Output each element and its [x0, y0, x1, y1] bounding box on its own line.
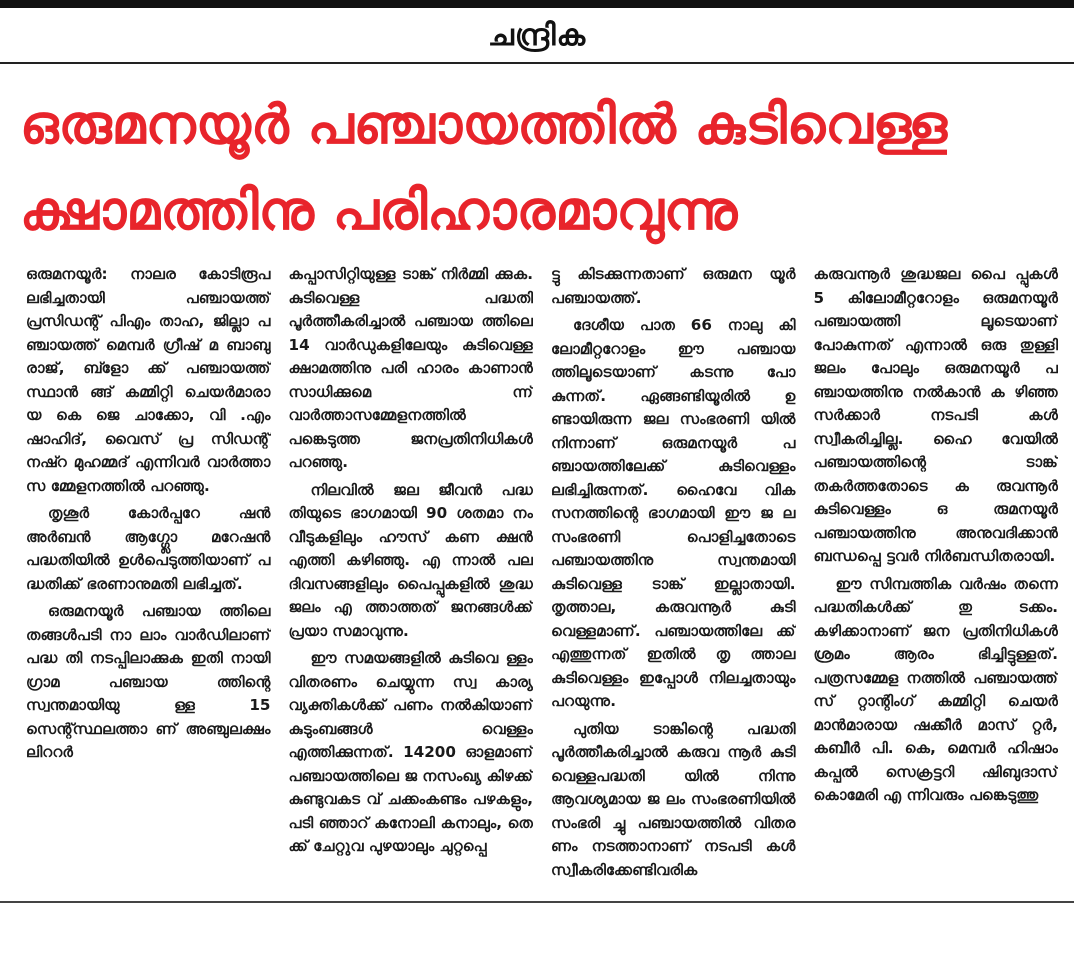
paragraph: ട്ടു കിടക്കുന്നതാണ് ഒരുമന യൂർ പഞ്ചായത്ത്.: [551, 265, 796, 307]
paragraph: തൃശൂർ കോർപ്പറേ ഷൻ അർബൻ ആഗ്ഗ്ലോ മറേഷൻ പദ്ധതിയിൽ ഉൾപെടുത്തിയാണ് പ ദ്ധതിക്ക് ഭരണാനുമതി ലഭിച്ചത്.: [26, 504, 271, 593]
paragraph: ഒരുമനയൂർ പഞ്ചായ ത്തിലെ തങ്ങൾപടി നാ ലാം വാർഡിലാണ് പദ്ധ തി നടപ്പിലാക്കുക ഇതി നായി ഗ്രാമ പഞ്ചായ ത്തിന്റെ സ്വന്തമായിയു ള്ള 15 സെന്റ്സ്ഥലത്താ ണ് അഞ്ചുലക്ഷം ലിററർ: [26, 602, 271, 761]
newspaper-name: ചന്ദ്രിക: [487, 17, 587, 53]
column-4: [814, 263, 1059, 893]
bottom-rule: [0, 901, 1074, 903]
paragraph: പുതിയ ടാങ്കിന്റെ പദ്ധതി പൂർത്തീകരിച്ചാൽ കരുവ ന്നൂർ കുടി വെള്ളപദ്ധതി യിൽ നിന്നു ആവശ്യമായ ജ ലം സംഭരണിയിൽ സംഭരി ച്ചു പഞ്ചായത്തിൽ വിതര ണം നടത്താനാണ് നടപടി കൾ സ്വീകരിക്കേണ്ടിവരിക: [551, 719, 796, 879]
paragraph: നിലവിൽ ജല ജീവൻ പദ്ധ തിയുടെ ഭാഗമായി 90 ശതമാ നം വീടുകളിലും ഹൗസ് കണ ക്ഷൻ എത്തി കഴിഞ്ഞു. എ ന്നാൽ പല ദിവസങ്ങളിലും പൈപ്പുകളിൽ ശുദ്ധ ജലം എ ത്താത്തത് ജനങ്ങൾക്ക് പ്രയാ സമാവുന്നു.: [288, 480, 533, 640]
paragraph: ഈ സമയങ്ങളിൽ കുടിവെ ള്ളം വിതരണം ചെയ്യുന്ന സ്വ കാര്യ വ്യക്തികൾക്ക് പണം നൽകിയാണ് കുടുംബങ്ങൾ വെള്ളം എത്തിക്കുന്നത്. 14200 ഓളമാണ് പഞ്ചായത്തിലെ ജ നസംഖ്യ കിഴക്ക് കുണ്ടുവകട വ് ചക്കംകണ്ടം പഴകളും, പടി ഞ്ഞാറ് കനോലി കനാലും, തെ ക്ക് ചേറ്റുവ പുഴയാലും ചുറ്റപ്പെ: [288, 649, 533, 855]
paragraph: ഈ സിമ്പത്തിക വർഷം തന്നെ പദ്ധതികൾക്ക് തു ടക്കം. കഴിക്കാനാണ് ജന പ്രതിനിധികൾ ശ്രമം ആരം ഭിച്ചിട്ടുള്ളത്. പത്രസമ്മേള നത്തിൽ പഞ്ചായത്ത് സ് റ്റാന്റിംഗ് കമ്മിറ്റി ചെയർ മാൻമാരായ ഷക്കീർ മാസ് റ്റർ, കബീർ പി. കെ, മെമ്പർ ഹിഷാം കപ്പൽ സെക്രട്ടറി ഷിബുദാസ് കൊമേരി എ ന്നിവരും പങ്കെടുത്തു: [813, 574, 1058, 804]
column-1: [26, 263, 271, 893]
top-border: [0, 0, 1074, 8]
masthead: [0, 8, 1074, 64]
headline-line-2: ക്ഷാമത്തിനു പരിഹാരമാവുന്നു: [20, 179, 738, 242]
headline-line-1: ഒരുമനയൂർ പഞ്ചായത്തിൽ കുടിവെള്ള: [20, 93, 948, 156]
paragraph: ദേശീയ പാത 66 നാലു കി ലോമീറ്ററോളം ഈ പഞ്ചായ ത്തിലൂടെയാണ് കടന്നു പോ കുന്നത്. ഏങ്ങണ്ടിയൂരിൽ ഉ ണ്ടായിരുന്ന ജല സംഭരണി യിൽ നിന്നാണ് ഒരുമനയൂർ പ ഞ്ചായത്തിലേക്ക് കുടിവെള്ളം ലഭിച്ചിരുന്നത്. ഹൈവേ വിക സനത്തിന്റെ ഭാഗമായി ഈ ജ ല സംഭരണി പൊളിച്ചതോടെ പഞ്ചായത്തിനു സ്വന്തമായി കുടിവെള്ള ടാങ്ക് ഇല്ലാതായി. തൃത്താല, കരുവന്നൂർ കുടി വെള്ളമാണ്. പഞ്ചായത്തിലേ ക്ക് എത്തുന്നത് ഇതിൽ തൃ ത്താല കുടിവെള്ളം ഇപ്പോൾ നിലച്ചതായും പറയുന്നു.: [551, 316, 796, 710]
paragraph: കരുവന്നൂർ ശുദ്ധജല പൈ പ്പുകൾ 5 കിലോമീറ്ററോളം ഒരുമനയൂർ പഞ്ചായത്തി ലൂടെയാണ് പോകുന്നത് എന്നാൽ ഒരു തുള്ളി ജലം പോലും ഒരുമനയൂർ പ ഞ്ചായത്തിനു നൽകാൻ ക ഴിഞ്ഞ സർക്കാർ നടപടി കൾ സ്വീകരിച്ചില്ല. ഹൈ വേയിൽ പഞ്ചായത്തിന്റെ ടാങ്ക് തകർത്തതോടെ ക രുവന്നൂർ കുടിവെള്ളം ഒ രുമനയൂർ പഞ്ചായത്തിനു അനുവദിക്കാൻ ബന്ധപ്പെ ട്ടവർ നിർബന്ധിതരായി.: [813, 265, 1058, 565]
headline: [20, 82, 1060, 254]
column-2: [289, 263, 534, 893]
article-body: [26, 263, 1058, 893]
paragraph: ഒരുമനയൂർ: നാലര കോടിരൂപ ലഭിച്ചതായി പഞ്ചായത്ത് പ്രസിഡന്റ് പിഎം താഹ, ജില്ലാ പ ഞ്ചായത്ത് മെമ്പർ ഗ്രീഷ് മ ബാബു രാജ്, ബ്ളോ ക്ക് പഞ്ചായത്ത് സ്ഥാൻ ങ്ങ് കമ്മിറ്റി ചെയർമാരാ യ കെ ജെ ചാക്കോ, വി .എം ഷാഹിദ്, വൈസ് പ്ര സിഡന്റ് നഷ്റ മുഹമ്മദ് എന്നിവർ വാർത്താ സ മ്മേളനത്തിൽ പറഞ്ഞു.: [26, 265, 271, 495]
column-3: [551, 263, 796, 893]
paragraph: കപ്പാസിറ്റിയുള്ള ടാങ്ക് നിർമ്മി ക്കുക. കുടിവെള്ള പദ്ധതി പൂർത്തീകരിച്ചാൽ പഞ്ചായ ത്തിലെ 14 വാർഡുകളിലേയും കുടിവെള്ള ക്ഷാമത്തിനു പരി ഹാരം കാണാൻ സാധിക്കുമെ ന്ന് വാർത്താസമ്മേളനത്തിൽ പങ്കെടുത്ത ജനപ്രതിനിധികൾ പറഞ്ഞു.: [288, 265, 533, 471]
